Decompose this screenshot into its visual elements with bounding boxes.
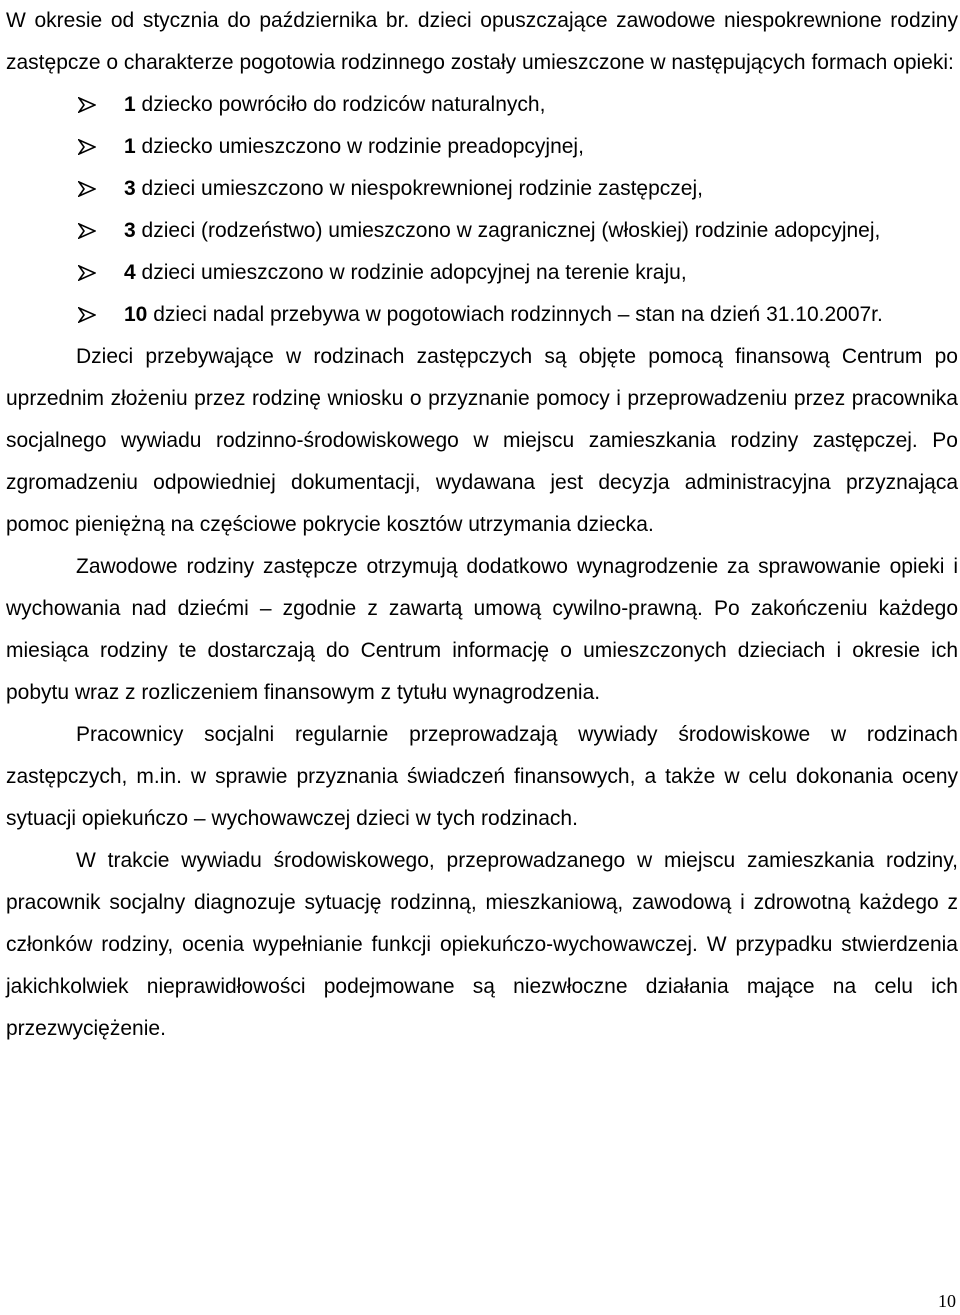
body-paragraph: Zawodowe rodziny zastępcze otrzymują dodatkowo wynagrodzenie za sprawowanie opieki i wychowania nad dziećmi – zgodnie z zawartą umową cywilno-prawną. Po zakończeniu każdego miesiąca rodziny te dostarczają do Centrum informację o umieszczonych dzieciach i okresie ich pobytu wraz z rozliczeniem finansowym z tytułu wynagrodzenia. bbox=[6, 555, 958, 704]
list-item-number: 3 bbox=[124, 219, 136, 242]
placement-list bbox=[6, 84, 958, 336]
list-item bbox=[6, 168, 958, 210]
list-item-text: dzieci umieszczono w niespokrewnionej rodzinie zastępczej, bbox=[141, 177, 703, 200]
list-item bbox=[6, 126, 958, 168]
list-item-text: dziecko umieszczono w rodzinie preadopcyjnej, bbox=[141, 135, 584, 158]
list-item-number: 1 bbox=[124, 135, 136, 158]
list-item bbox=[6, 84, 958, 126]
list-item-number: 3 bbox=[124, 177, 136, 200]
arrowhead-bullet-icon bbox=[78, 97, 96, 113]
page-number: 10 bbox=[938, 1291, 956, 1311]
list-item-text: dziecko powróciło do rodziców naturalnych, bbox=[141, 93, 546, 116]
arrowhead-bullet-icon bbox=[78, 181, 96, 197]
list-item-text: dzieci umieszczono w rodzinie adopcyjnej na terenie kraju, bbox=[141, 261, 687, 284]
intro-paragraph: W okresie od stycznia do października br. dzieci opuszczające zawodowe niespokrewnione rodziny zastępcze o charakterze pogotowia rodzinnego zostały umieszczone w następujących formach opieki: bbox=[6, 9, 958, 74]
arrowhead-bullet-icon bbox=[78, 265, 96, 281]
arrowhead-bullet-icon bbox=[78, 223, 96, 239]
list-item-number: 1 bbox=[124, 93, 136, 116]
body-paragraph: Pracownicy socjalni regularnie przeprowadzają wywiady środowiskowe w rodzinach zastępczych, m.in. w sprawie przyznania świadczeń finansowych, a także w celu dokonania oceny sytuacji opiekuńczo – wychowawczej dzieci w tych rodzinach. bbox=[6, 723, 958, 830]
arrowhead-bullet-icon bbox=[78, 139, 96, 155]
body-paragraph: W trakcie wywiadu środowiskowego, przeprowadzanego w miejscu zamieszkania rodziny, pracownik socjalny diagnozuje sytuację rodzinną, mieszkaniową, zawodową i zdrowotną każdego z członków rodziny, ocenia wypełnianie funkcji opiekuńczo-wychowawczej. W przypadku stwierdzenia jakichkolwiek nieprawidłowości podejmowane są niezwłoczne działania mające na celu ich przezwyciężenie. bbox=[6, 849, 958, 1040]
body-paragraph: Dzieci przebywające w rodzinach zastępczych są objęte pomocą finansową Centrum po uprzednim złożeniu przez rodzinę wniosku o przyznanie pomocy i przeprowadzeniu przez pracownika socjalnego wywiadu rodzinno-środowiskowego w miejscu zamieszkania rodziny zastępczej. Po zgromadzeniu odpowiedniej dokumentacji, wydawana jest decyzja administracyjna przyznająca pomoc pieniężną na częściowe pokrycie kosztów utrzymania dziecka. bbox=[6, 345, 958, 536]
list-item bbox=[6, 294, 958, 336]
list-item bbox=[6, 210, 958, 252]
list-item-text: dzieci (rodzeństwo) umieszczono w zagranicznej (włoskiej) rodzinie adopcyjnej, bbox=[141, 219, 881, 242]
list-item-number: 4 bbox=[124, 261, 136, 284]
list-item-number: 10 bbox=[124, 303, 148, 326]
list-item-text: dzieci nadal przebywa w pogotowiach rodzinnych – stan na dzień 31.10.2007r. bbox=[153, 303, 883, 326]
document-page bbox=[6, 0, 958, 1050]
arrowhead-bullet-icon bbox=[78, 307, 96, 323]
list-item bbox=[6, 252, 958, 294]
